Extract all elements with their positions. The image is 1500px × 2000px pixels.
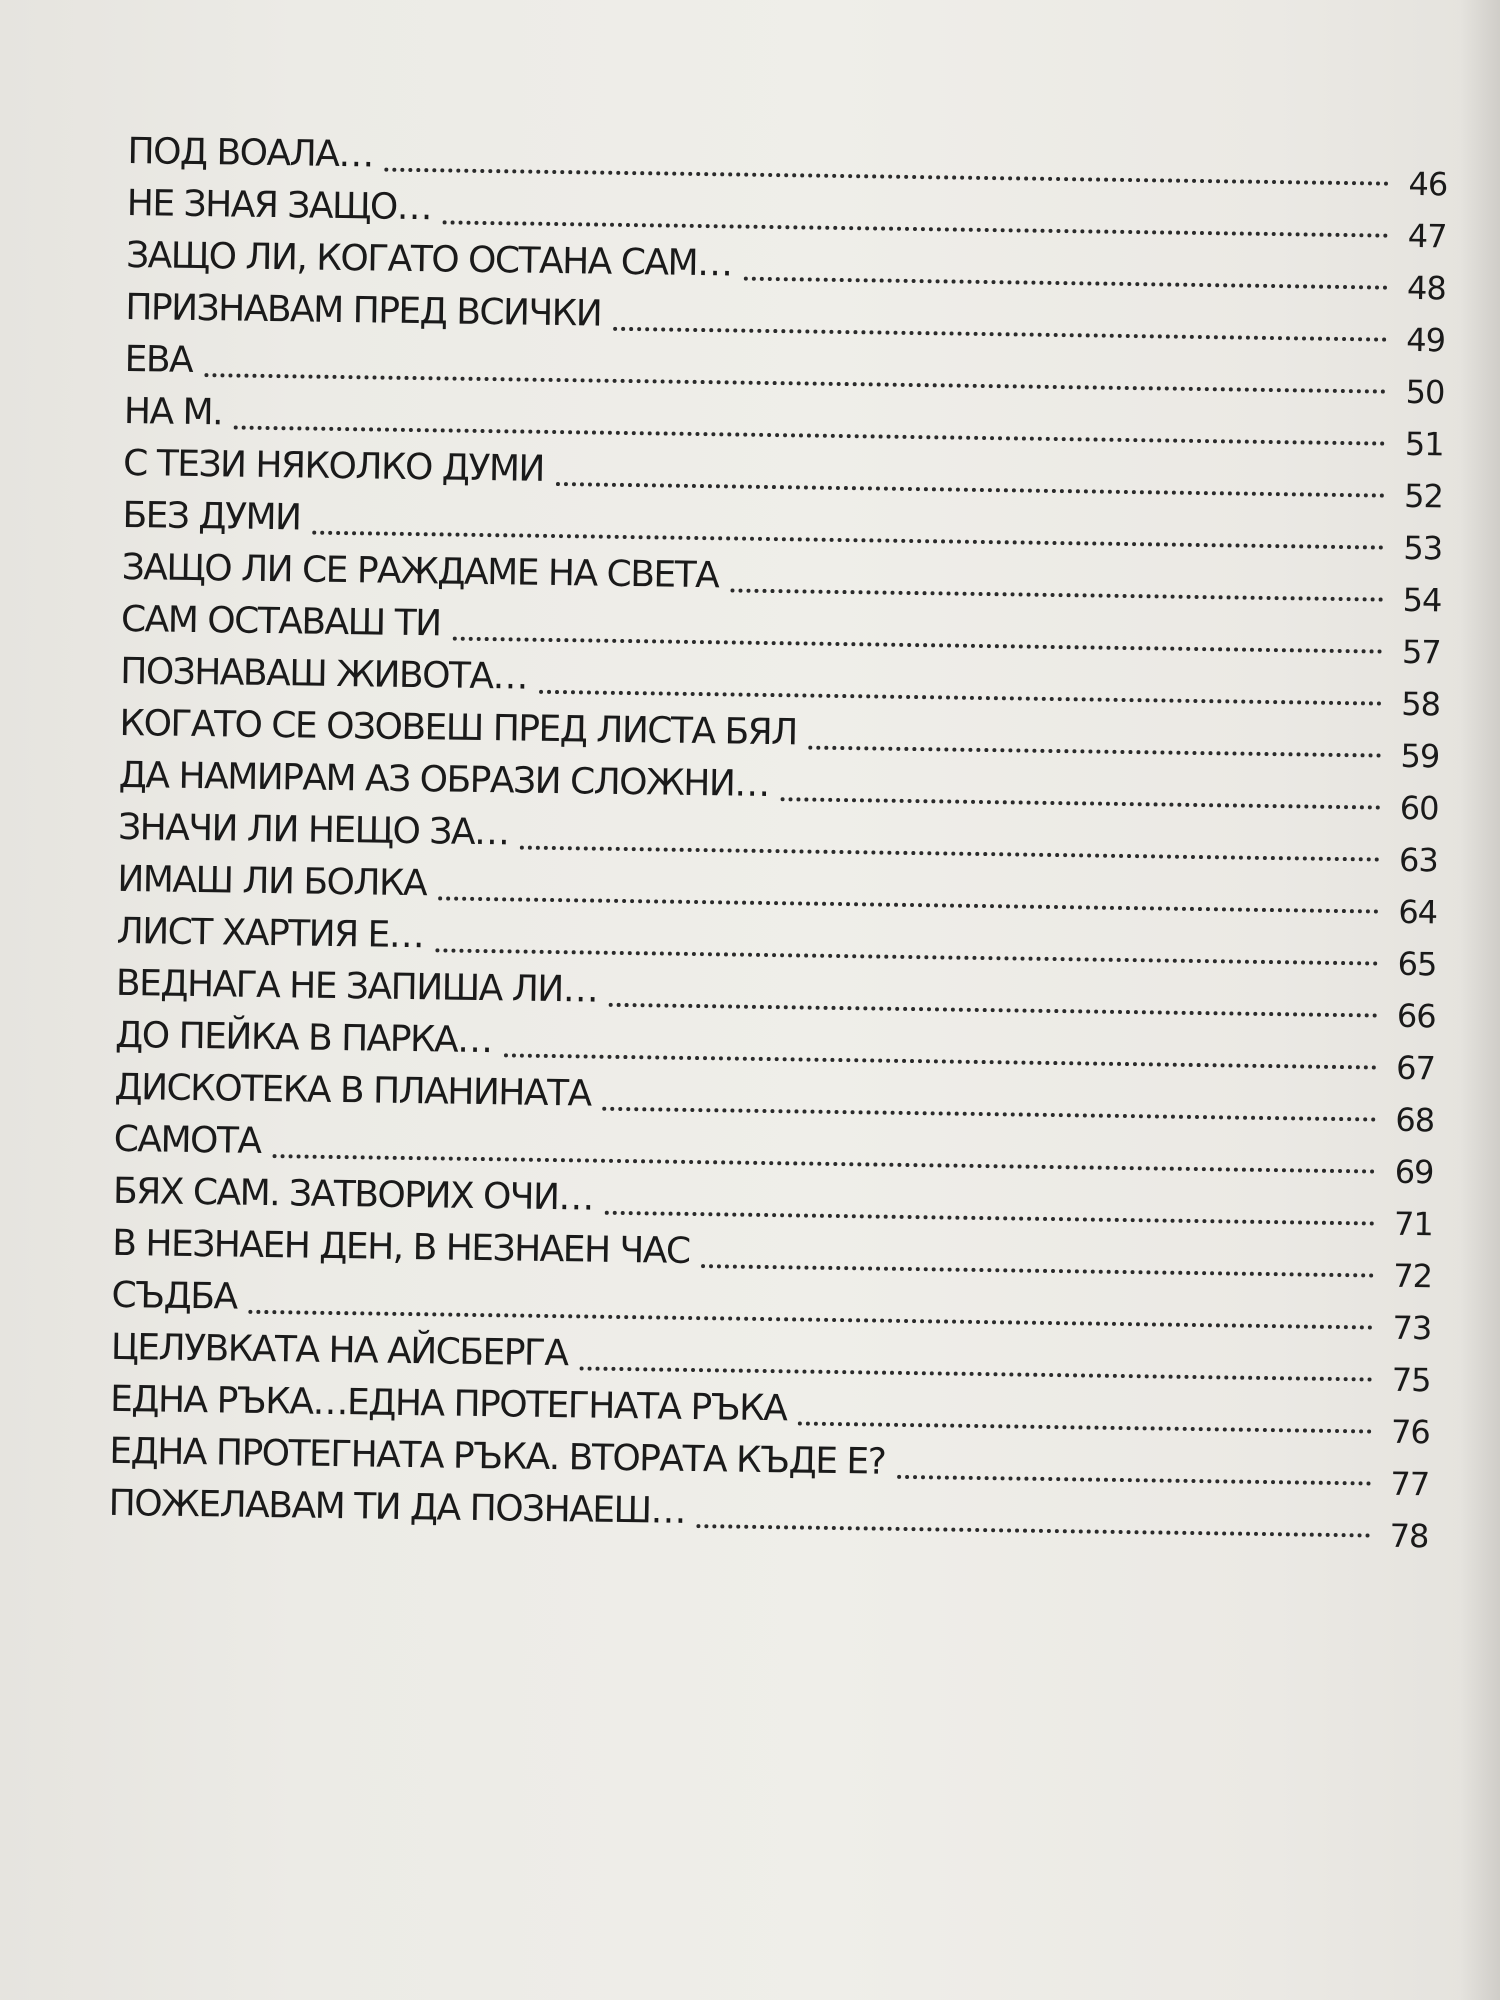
toc-entry-title: ЦЕЛУВКАТА НА АЙСБЕРГА	[110, 1326, 568, 1375]
toc-entry-title: ПРИЗНАВАМ ПРЕД ВСИЧКИ	[125, 286, 602, 335]
toc-entry-title: БЯХ САМ. ЗАТВОРИХ ОЧИ…	[112, 1170, 594, 1219]
toc-entry-title: ЗНАЧИ ЛИ НЕЩО ЗА…	[117, 806, 509, 854]
toc-entry-page-number: 57	[1401, 632, 1441, 672]
toc-entry-page-number: 59	[1400, 736, 1440, 776]
toc-entry-page-number: 64	[1398, 892, 1438, 932]
toc-entry-title: В НЕЗНАЕН ДЕН, В НЕЗНАЕН ЧАС	[112, 1222, 690, 1272]
toc-entry-title: ЕВА	[124, 338, 193, 381]
toc-entry-title: ВЕДНАГА НЕ ЗАПИША ЛИ…	[115, 962, 598, 1011]
spine-shadow	[1460, 0, 1500, 2000]
toc-entry-page-number: 46	[1408, 164, 1448, 204]
toc-entry-title: ЗАЩО ЛИ СЕ РАЖДАМЕ НА СВЕТА	[121, 546, 719, 597]
toc-entry-title: ЕДНА РЪКА…ЕДНА ПРОТЕГНАТА РЪКА	[109, 1378, 787, 1430]
toc-entry-title: САМОТА	[113, 1118, 261, 1162]
toc-entry-page-number: 71	[1393, 1204, 1433, 1244]
toc-entry-title: ЗАЩО ЛИ, КОГАТО ОСТАНА САМ…	[125, 234, 732, 285]
toc-entry-page-number: 65	[1397, 944, 1437, 984]
toc-entry-title: САМ ОСТАВАШ ТИ	[120, 598, 441, 645]
toc-entry-title: ПОД ВОАЛА…	[127, 130, 374, 176]
toc-entry-title: С ТЕЗИ НЯКОЛКО ДУМИ	[122, 442, 545, 490]
toc-entry-title: ПОЖЕЛАВАМ ТИ ДА ПОЗНАЕШ…	[108, 1482, 686, 1532]
table-of-contents	[108, 120, 1448, 1556]
toc-entry-title: НЕ ЗНАЯ ЗАЩО…	[126, 182, 432, 229]
toc-entry-page-number: 58	[1400, 684, 1441, 724]
toc-entry-title: НА М.	[123, 390, 223, 434]
toc-entry-page-number: 53	[1403, 528, 1443, 568]
toc-entry-page-number: 72	[1393, 1256, 1433, 1296]
toc-dot-leader	[697, 1524, 1371, 1537]
toc-entry-page-number: 54	[1402, 580, 1442, 620]
toc-entry-title: КОГАТО СЕ ОЗОВЕШ ПРЕД ЛИСТА БЯЛ	[119, 702, 798, 754]
toc-entry-page-number: 47	[1407, 216, 1447, 256]
toc-entry-page-number: 68	[1395, 1100, 1435, 1140]
toc-entry-page-number: 51	[1404, 424, 1444, 464]
toc-entry-page-number: 50	[1405, 372, 1445, 412]
toc-entry-page-number: 73	[1392, 1308, 1432, 1348]
toc-entry-title: ДА НАМИРАМ АЗ ОБРАЗИ СЛОЖНИ…	[118, 754, 770, 806]
toc-entry-page-number: 48	[1406, 268, 1447, 308]
toc-entry-title: ДИСКОТЕКА В ПЛАНИНАТА	[114, 1066, 591, 1115]
toc-entry-page-number: 49	[1406, 320, 1446, 360]
toc-entry-page-number: 77	[1390, 1464, 1430, 1504]
toc-entry-title: ЛИСТ ХАРТИЯ Е…	[116, 910, 424, 957]
toc-entry-page-number: 67	[1395, 1048, 1436, 1088]
toc-entry-page-number: 78	[1389, 1516, 1429, 1556]
toc-entry-page-number: 69	[1394, 1152, 1434, 1192]
toc-entry-page-number: 66	[1396, 996, 1436, 1036]
toc-entry-page-number: 76	[1390, 1412, 1431, 1452]
toc-entry-title: ПОЗНАВАШ ЖИВОТА…	[120, 650, 528, 698]
toc-entry-title: ИМАШ ЛИ БОЛКА	[117, 858, 427, 905]
toc-entry-title: СЪДБА	[111, 1274, 237, 1318]
toc-entry-title: ДО ПЕЙКА В ПАРКА…	[114, 1014, 492, 1062]
toc-entry-page-number: 52	[1403, 476, 1444, 516]
toc-entry-page-number: 75	[1391, 1360, 1431, 1400]
toc-entry-title: БЕЗ ДУМИ	[122, 494, 301, 539]
toc-entry-title: ЕДНА ПРОТЕГНАТА РЪКА. ВТОРАТА КЪДЕ Е?	[109, 1430, 886, 1483]
toc-entry-page-number: 60	[1399, 788, 1439, 828]
toc-entry-page-number: 63	[1398, 840, 1439, 880]
